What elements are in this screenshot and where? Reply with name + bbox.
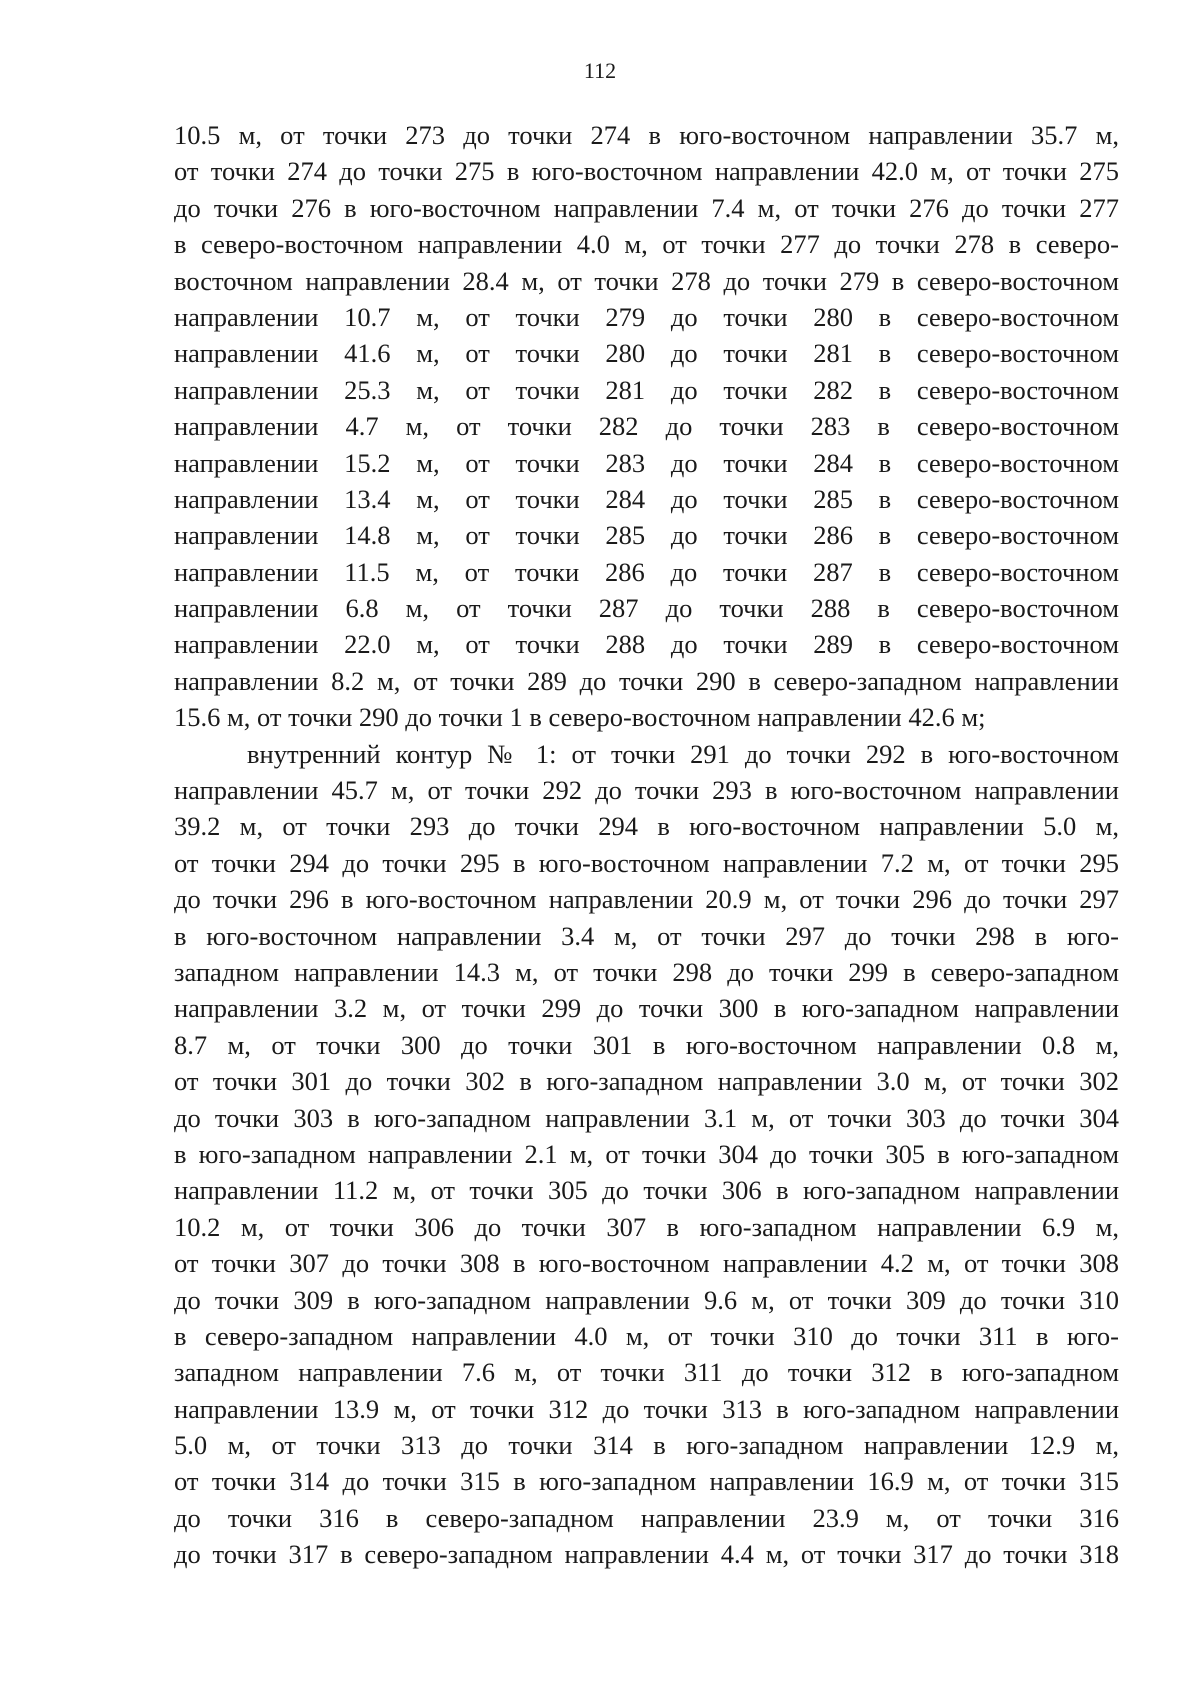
text-line: 8.7 м, от точки 300 до точки 301 в юго-восточном направлении 0.8 м, bbox=[174, 1029, 1119, 1060]
text-line: направлении 25.3 м, от точки 281 до точки 282 в северо-восточном bbox=[174, 374, 1119, 405]
text-line: от точки 301 до точки 302 в юго-западном направлении 3.0 м, от точки 302 bbox=[174, 1066, 1119, 1097]
text-line: направлении 3.2 м, от точки 299 до точки 300 в юго-западном направлении bbox=[174, 993, 1119, 1024]
text-line: в северо-восточном направлении 4.0 м, от точки 277 до точки 278 в северо- bbox=[174, 229, 1119, 260]
text-line: направлении 41.6 м, от точки 280 до точки 281 в северо-восточном bbox=[174, 338, 1119, 369]
text-line: направлении 8.2 м, от точки 289 до точки 290 в северо-западном направлении bbox=[174, 665, 1119, 696]
text-line: 5.0 м, от точки 313 до точки 314 в юго-западном направлении 12.9 м, bbox=[174, 1430, 1119, 1461]
text-line: направлении 4.7 м, от точки 282 до точки 283 в северо-восточном bbox=[174, 411, 1119, 442]
paragraph-first-line: внутренний контур № 1: от точки 291 до точки 292 в юго-восточном bbox=[247, 738, 1119, 769]
text-line: от точки 294 до точки 295 в юго-восточном направлении 7.2 м, от точки 295 bbox=[174, 847, 1119, 878]
text-line: направлении 13.9 м, от точки 312 до точки 313 в юго-западном направлении bbox=[174, 1393, 1119, 1424]
text-line: в северо-западном направлении 4.0 м, от точки 310 до точки 311 в юго- bbox=[174, 1320, 1119, 1351]
text-line: направлении 13.4 м, от точки 284 до точки 285 в северо-восточном bbox=[174, 483, 1119, 514]
text-line: западном направлении 14.3 м, от точки 298 до точки 299 в северо-западном bbox=[174, 956, 1119, 987]
text-line: направлении 22.0 м, от точки 288 до точки 289 в северо-восточном bbox=[174, 629, 1119, 660]
text-line: направлении 45.7 м, от точки 292 до точки 293 в юго-восточном направлении bbox=[174, 775, 1119, 806]
text-line: до точки 316 в северо-западном направлении 23.9 м, от точки 316 bbox=[174, 1502, 1119, 1533]
text-line: направлении 6.8 м, от точки 287 до точки 288 в северо-восточном bbox=[174, 593, 1119, 624]
text-line: направлении 11.5 м, от точки 286 до точки 287 в северо-восточном bbox=[174, 556, 1119, 587]
text-line: до точки 296 в юго-восточном направлении 20.9 м, от точки 296 до точки 297 bbox=[174, 884, 1119, 915]
text-line: до точки 303 в юго-западном направлении 3.1 м, от точки 303 до точки 304 bbox=[174, 1102, 1119, 1133]
text-line: от точки 274 до точки 275 в юго-восточном направлении 42.0 м, от точки 275 bbox=[174, 156, 1119, 187]
text-line: до точки 276 в юго-восточном направлении 7.4 м, от точки 276 до точки 277 bbox=[174, 192, 1119, 223]
text-line: от точки 314 до точки 315 в юго-западном направлении 16.9 м, от точки 315 bbox=[174, 1466, 1119, 1497]
text-line: 10.5 м, от точки 273 до точки 274 в юго-восточном направлении 35.7 м, bbox=[174, 120, 1119, 150]
text-line: направлении 10.7 м, от точки 279 до точки 280 в северо-восточном bbox=[174, 301, 1119, 332]
text-line: 39.2 м, от точки 293 до точки 294 в юго-восточном направлении 5.0 м, bbox=[174, 811, 1119, 842]
text-line: 10.2 м, от точки 306 до точки 307 в юго-западном направлении 6.9 м, bbox=[174, 1211, 1119, 1242]
text-line: до точки 317 в северо-западном направлении 4.4 м, от точки 317 до точки 318 bbox=[174, 1539, 1119, 1570]
document-body bbox=[174, 117, 1119, 1573]
text-line: в юго-западном направлении 2.1 м, от точки 304 до точки 305 в юго-западном bbox=[174, 1138, 1119, 1169]
text-line: восточном направлении 28.4 м, от точки 278 до точки 279 в северо-восточном bbox=[174, 265, 1119, 296]
page-number: 112 bbox=[583, 58, 617, 83]
text-line: направлении 11.2 м, от точки 305 до точки 306 в юго-западном направлении bbox=[174, 1175, 1119, 1206]
text-line: до точки 309 в юго-западном направлении 9.6 м, от точки 309 до точки 310 bbox=[174, 1284, 1119, 1315]
text-line: от точки 307 до точки 308 в юго-восточном направлении 4.2 м, от точки 308 bbox=[174, 1248, 1119, 1279]
text-line: в юго-восточном направлении 3.4 м, от точки 297 до точки 298 в юго- bbox=[174, 920, 1119, 951]
text-line: направлении 14.8 м, от точки 285 до точки 286 в северо-восточном bbox=[174, 520, 1119, 551]
text-line: направлении 15.2 м, от точки 283 до точки 284 в северо-восточном bbox=[174, 447, 1119, 478]
text-line: западном направлении 7.6 м, от точки 311 до точки 312 в юго-западном bbox=[174, 1357, 1119, 1388]
paragraph-end-line: 15.6 м, от точки 290 до точки 1 в северо-восточном направлении 42.6 м; bbox=[174, 702, 986, 733]
